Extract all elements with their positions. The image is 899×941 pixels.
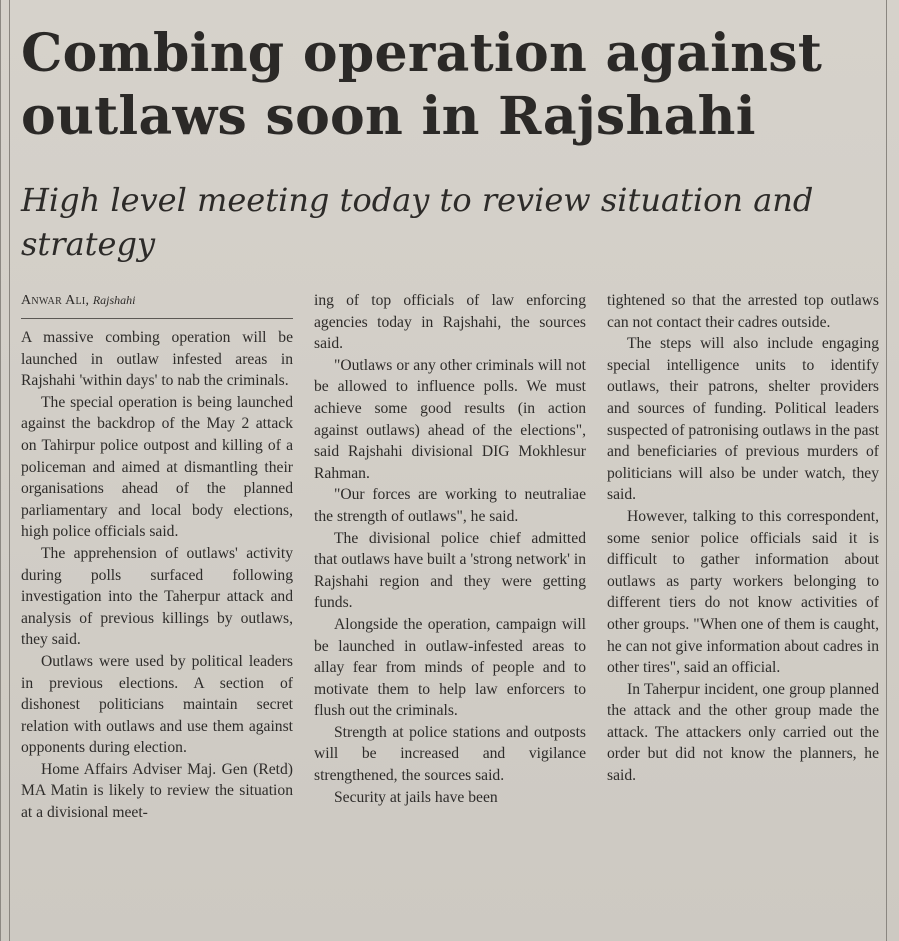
paragraph: However, talking to this correspondent, some senior police officials said it is difficult to gather information about outlaws as party workers belonging to different tiers do not know activities of other groups. "When one of them is caught, he can not give information about cadres in other tires", said an official.	[607, 507, 879, 677]
article-column-3	[607, 290, 879, 787]
byline-author: Anwar Ali,	[21, 293, 90, 308]
paragraph: The steps will also include engaging special intelligence units to identify outlaws, their patrons, shelter providers and sources of funding. Political leaders suspected of patronising outlaws in the past and beneficiaries of previous murders of politicians will also be under watch, they said.	[607, 335, 879, 504]
headline: Combing operation against outlaws soon in Rajshahi	[21, 23, 823, 147]
paragraph: The divisional police chief admitted that outlaws have built a 'strong network' in Rajshahi region and they were getting funds.	[314, 529, 586, 612]
paragraph: Alongside the operation, campaign will be launched in outlaw-infested areas to allay fear from minds of people and to motivate them to help law enforcers to flush out the criminals.	[314, 615, 586, 720]
byline-location: Rajshahi	[92, 293, 136, 307]
paragraph: "Our forces are working to neutraliae the strength of outlaws", he said.	[314, 486, 586, 525]
paragraph: The apprehension of outlaws' activity during polls surfaced following investigation into the Taherpur attack and analysis of previous killings by outlaws, they said.	[21, 544, 293, 649]
left-column-rule	[9, 0, 10, 941]
paragraph: Security at jails have been	[334, 788, 498, 806]
paragraph: tightened so that the arrested top outlaws can not contact their cadres outside.	[607, 292, 879, 331]
paragraph: The special operation is being launched against the backdrop of the May 2 attack on Tahirpur police outpost and killing of a policeman and aimed at dismantling their organisations ahead of the planned parliamentary and local body elections, high police officials said.	[21, 393, 293, 541]
paragraph: Outlaws were used by political leaders in previous elections. A section of dishonest politicians maintain secret relation with outlaws and use them against opponents during election.	[21, 652, 293, 757]
paragraph: Strength at police stations and outposts will be increased and vigilance strengthened, the sources said.	[314, 723, 586, 785]
paragraph: Home Affairs Adviser Maj. Gen (Retd) MA Matin is likely to review the situation at a divisional meet-	[21, 760, 293, 822]
right-column-rule	[886, 0, 887, 941]
article-column-1	[21, 290, 293, 824]
subheadline: High level meeting today to review situation and strategy	[21, 181, 814, 263]
byline	[21, 290, 293, 319]
paragraph: In Taherpur incident, one group planned the attack and the other group made the attack. The attackers only carried out the order but did not know the planners, he said.	[607, 680, 879, 785]
paragraph: ing of top officials of law enforcing agencies today in Rajshahi, the sources said.	[314, 292, 586, 353]
paragraph: "Outlaws or any other criminals will not be allowed to influence polls. We must achieve some good results (in action against outlaws) ahead of the elections", said Rajshahi divisional DIG Mokhlesur Rahman.	[314, 356, 586, 482]
paragraph: A massive combing operation will be launched in outlaw infested areas in Rajshahi 'within days' to nab the criminals.	[21, 329, 293, 390]
article-column-2	[314, 290, 586, 808]
